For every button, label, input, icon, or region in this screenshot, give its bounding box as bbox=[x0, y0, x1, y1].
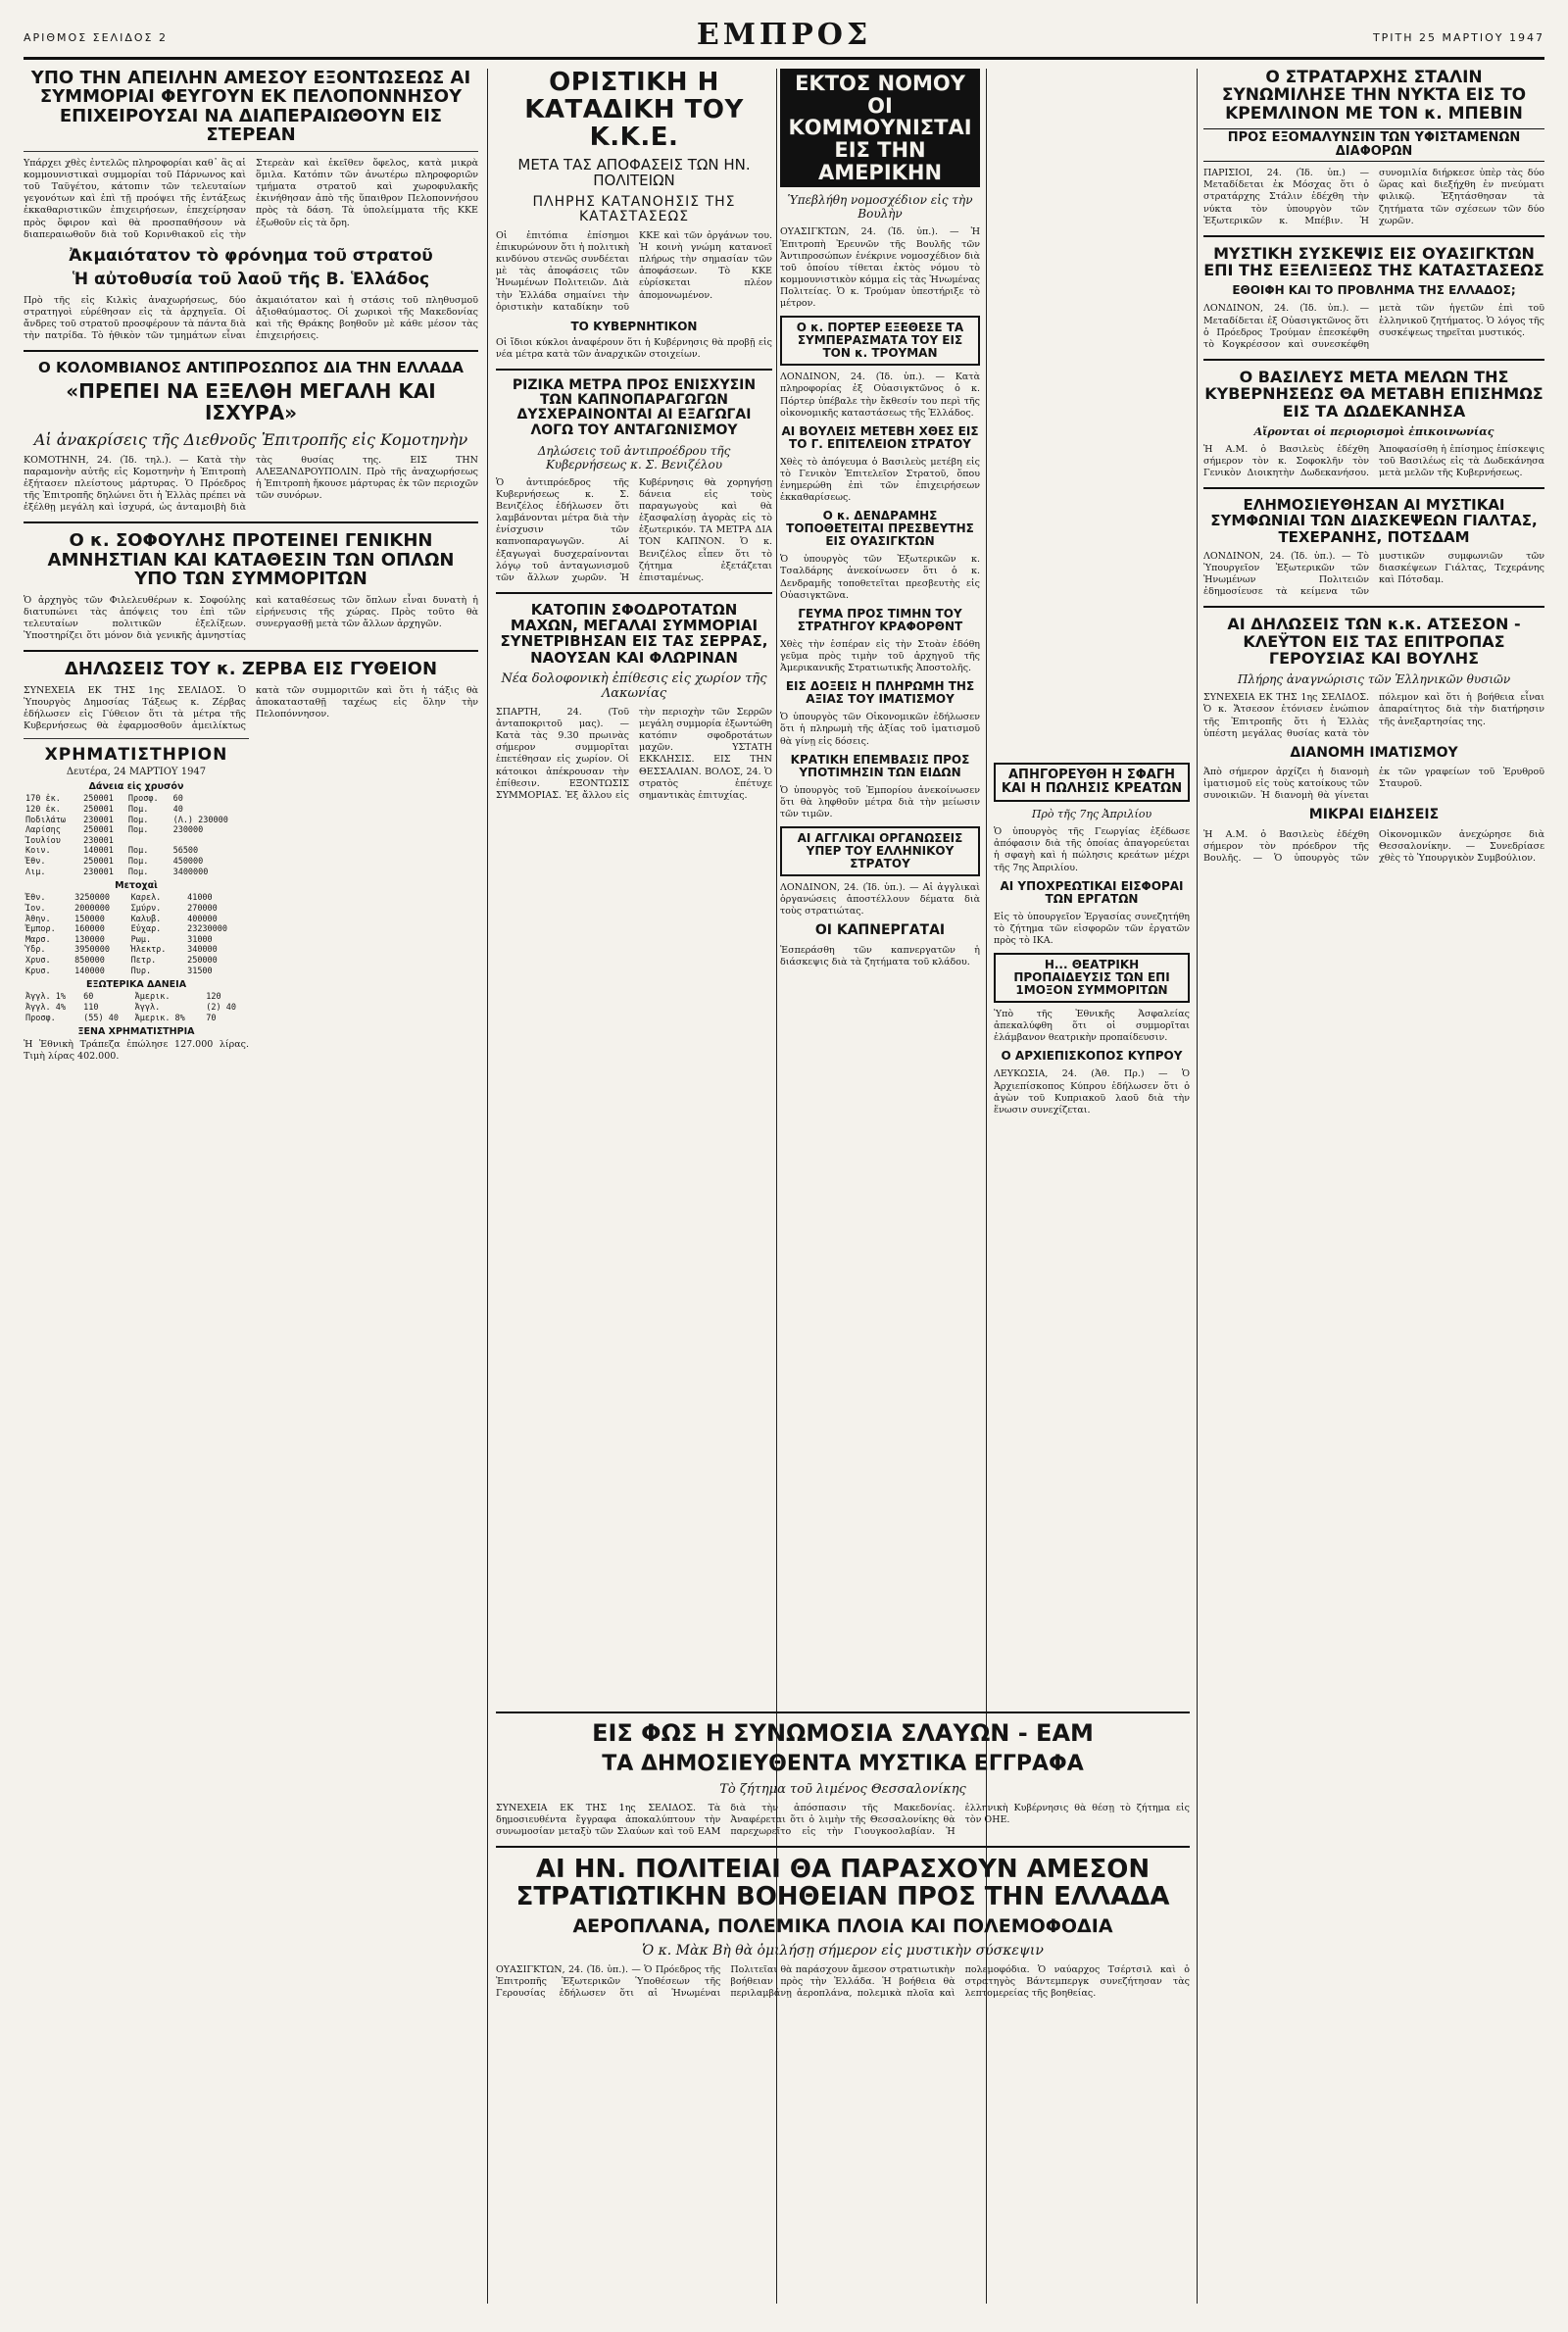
subheadline: ΠΛΗΡΗΣ ΚΑΤΑΝΟΗΣΙΣ ΤΗΣ ΚΑΤΑΣΤΑΣΕΩΣ bbox=[532, 193, 736, 224]
market-cell: Πομ. bbox=[127, 857, 149, 868]
headline: ΕΙΣ ΔΟΞΕΙΣ Η ΠΛΗΡΩΜΗ ΤΗΣ ΑΞΙΑΣ ΤΟΥ ΙΜΑΤΙΣΜΟΥ bbox=[785, 679, 975, 707]
market-cell: Ἐμπορ. bbox=[25, 924, 56, 935]
headline: ΑΙ ΑΓΓΛΙΚΑΙ ΟΡΓΑΝΩΣΕΙΣ ΥΠΕΡ ΤΟΥ ΕΛΛΗΝΙΚΟΥ ΣΤΡΑΤΟΥ bbox=[780, 826, 980, 876]
headline: Ο ΚΟΛΟΜΒΙΑΝΟΣ ΑΝΤΙΠΡΟΣΩΠΟΣ ΔΙΑ ΤΗΝ ΕΛΛΑΔΑ bbox=[38, 359, 464, 377]
headline: ΑΙ ΒΟΥΛΕΙΣ ΜΕΤΕΒΗ ΧΘΕΣ ΕΙΣ ΤΟ Γ. ΕΠΙΤΕΛΕΙΟΝ ΣΤΡΑΤΟΥ bbox=[781, 423, 979, 451]
market-section: Δάνεια εἰς χρυσόν bbox=[88, 781, 184, 793]
market-cell: 70 bbox=[206, 1013, 217, 1023]
subheadline: Δηλώσεις τοῦ ἀντιπροέδρου τῆς Κυβερνήσεως κ. Σ. Βενιζέλου bbox=[537, 443, 731, 471]
article-body: Πρὸ τῆς εἰς Κιλκὶς ἀναχωρήσεως, δύο στρατηγοὶ εὑρέθησαν εἰς τὰ ἀρχηγεῖα. Οἱ ἄνδρες τοῦ στρατοῦ προσφέρουν τὰ πάντα διὰ τὴν πατρίδα. Τὸ ἠθικὸν τῶν τμημάτων εἶναι ἀκμαιότατον καὶ ἡ στάσις τοῦ πληθυσμοῦ ἀξιοθαύμαστος. Οἱ χωρικοὶ τῆς Μακεδονίας καὶ τῆς Θράκης βοηθοῦν μὲ κάθε μέσον τὰς ἐπιχειρήσεις. bbox=[24, 294, 478, 342]
market-table bbox=[24, 992, 249, 1023]
market-row bbox=[24, 836, 249, 847]
column-rule bbox=[487, 69, 488, 2304]
newspaper-title: ΕΜΠΡΟΣ bbox=[696, 18, 872, 52]
masthead bbox=[24, 18, 1544, 60]
divider bbox=[496, 369, 772, 371]
market-cell: 41000 bbox=[187, 893, 213, 904]
article-body: Ἡ Α.Μ. ὁ Βασιλεὺς ἐδέχθη σήμερον τὸν κ. Σοφοκλῆν τὸν Γενικὸν Διοικητὴν Δωδεκανήσου. Ἀποφασίσθη ἡ ἐπίσημος ἐπίσκεψις τοῦ Βασιλέως εἰς τὰ Δωδεκάνησα μετὰ μελῶν τῆς Κυβερνήσεως. bbox=[1203, 443, 1544, 479]
market-cell: Εὐχαρ. bbox=[130, 924, 162, 935]
headline: ΑΙ ΔΗΛΩΣΕΙΣ ΤΩΝ κ.κ. ΑΤΣΕΣΟΝ - ΚΛΕΫΤΟΝ ΕΙΣ ΤΑΣ ΕΠΙΤΡΟΠΑΣ ΓΕΡΟΥΣΙΑΣ ΚΑΙ ΒΟΥΛΗΣ bbox=[1227, 615, 1521, 669]
market-cell: Χρυσ. bbox=[25, 956, 51, 967]
divider bbox=[24, 350, 478, 352]
market-cell: 60 bbox=[83, 992, 94, 1003]
article-body: ΣΥΝΕΧΕΙΑ ΕΚ ΤΗΣ 1ης ΣΕΛΙΔΟΣ. Ὁ Ὑπουργὸς Δημοσίας Τάξεως κ. Ζέρβας ἐδήλωσεν εἰς Γύθειον ὅτι τὰ μέτρα τῆς Κυβερνήσεως θὰ ἐφαρμοσθοῦν ἀμειλίκτως κατὰ τῶν συμμοριτῶν καὶ ὅτι ἡ τάξις θὰ ἀποκατασταθῇ ταχέως εἰς ὅλην τὴν Πελοπόννησον. bbox=[24, 684, 478, 732]
market-date: Δευτέρα, 24 ΜΑΡΤΙΟΥ 1947 bbox=[66, 767, 207, 778]
divider bbox=[1203, 235, 1544, 237]
market-cell: Σμύρν. bbox=[130, 903, 162, 914]
headline: ΕΛΗΜΟΣΙΕΥΘΗΣΑΝ ΑΙ ΜΥΣΤΙΚΑΙ ΣΥΜΦΩΝΙΑΙ ΤΩΝ ΔΙΑΣΚΕΨΕΩΝ ΓΙΑΛΤΑΣ, ΤΕΧΕΡΑΝΗΣ, ΠΟΤΣΔΑΜ bbox=[1210, 496, 1538, 546]
headline: Ο ΒΑΣΙΛΕΥΣ ΜΕΤΑ ΜΕΛΩΝ ΤΗΣ ΚΥΒΕΡΝΗΣΕΩΣ ΘΑ ΜΕΤΑΒΗ ΕΠΙΣΗΜΩΣ ΕΙΣ ΤΑ ΔΩΔΕΚΑΝΗΣΑ bbox=[1204, 368, 1544, 421]
column-5 bbox=[1203, 69, 1544, 2304]
market-cell: Μαρσ. bbox=[25, 934, 51, 945]
market-row bbox=[24, 924, 249, 935]
market-cell: 250001 bbox=[83, 825, 114, 836]
market-row bbox=[24, 935, 249, 946]
market-section: Μετοχαὶ bbox=[115, 880, 158, 892]
market-section: ΞΕΝΑ ΧΡΗΜΑΤΙΣΤΗΡΙΑ bbox=[77, 1026, 195, 1038]
divider bbox=[496, 592, 772, 594]
market-cell: 230001 bbox=[83, 867, 114, 877]
divider bbox=[1203, 606, 1544, 608]
article-body: ΟΥΑΣΙΓΚΤΩΝ, 24. (Ἰδ. ὑπ.). — Ἡ Ἐπιτροπὴ Ἐρευνῶν τῆς Βουλῆς τῶν Ἀντιπροσώπων ἐνέκρινε νομοσχέδιον διὰ τοῦ ὁποίου τίθεται ἐκτὸς νόμου τὸ κομμουνιστικὸν κόμμα εἰς τὰς Ἡνωμένας Πολιτείας. Ὁ κ. Τρούμαν ὑπεστήριξε τὸ μέτρον. bbox=[780, 226, 980, 310]
article-body: Ὁ ὑπουργὸς τῶν Οἰκονομικῶν ἐδήλωσεν ὅτι ἡ πληρωμὴ τῆς ἀξίας τοῦ ἱματισμοῦ θὰ γίνῃ εἰς δόσεις. bbox=[780, 712, 980, 747]
market-row bbox=[24, 846, 249, 857]
market-cell: 170 ἐκ. bbox=[25, 794, 61, 805]
column-4 bbox=[994, 763, 1190, 1694]
headline: ΔΗΛΩΣΕΙΣ ΤΟΥ κ. ΖΕΡΒΑ ΕΙΣ ΓΥΘΕΙΟΝ bbox=[64, 659, 438, 680]
column-2 bbox=[496, 69, 772, 1696]
divider bbox=[24, 151, 478, 152]
market-cell: Καρελ. bbox=[130, 893, 162, 904]
market-cell: 31000 bbox=[187, 934, 213, 945]
market-cell: 450000 bbox=[172, 857, 204, 868]
market-cell: 140001 bbox=[83, 846, 114, 857]
divider bbox=[24, 521, 478, 523]
article-body: Οἱ ἐπιτόπια ἐπίσημοι ἐπικυρώνουν ὅτι ἡ πολιτικὴ κινδύνου στενῶς συνδέεται μὲ τὰς ἀποφάσεις τῶν Ἡνωμένων Πολιτειῶν. Διὰ τὴν Ἑλλάδα σημαίνει τὴν ὁριστικὴν καταδίκην τοῦ ΚΚΕ καὶ τῶν ὀργάνων του. Ἡ κοινὴ γνώμη κατανοεῖ πλήρως τὴν σημασίαν τῶν ἀποφάσεων. Τὸ ΚΚΕ εὑρίσκεται πλέον ἀπομονωμένον. bbox=[496, 229, 772, 313]
headline: Ο κ. ΣΟΦΟΥΛΗΣ ΠΡΟΤΕΙΝΕΙ ΓΕΝΙΚΗΝ ΑΜΝΗΣΤΙΑΝ ΚΑΙ ΚΑΤΑΘΕΣΙΝ ΤΩΝ ΟΠΛΩΝ ΥΠΟ ΤΩΝ ΣΥΜΜΟΡΙΤΩΝ bbox=[47, 530, 455, 590]
market-cell: 230001 bbox=[83, 835, 114, 846]
market-row bbox=[24, 967, 249, 977]
market-cell: (Λ.) 230000 bbox=[172, 815, 228, 825]
headline: ΥΠΟ ΤΗΝ ΑΠΕΙΛΗΝ ΑΜΕΣΟΥ ΕΞΟΝΤΩΣΕΩΣ ΑΙ ΣΥΜΜΟΡΙΑΙ ΦΕΥΓΟΥΝ ΕΚ ΠΕΛΟΠΟΝΝΗΣΟΥ ΕΠΙΧΕΙΡΟΥΣΑΙ ΝΑ ΔΙΑΠΕΡΑΙΩΘΟΥΝ ΕΙΣ ΣΤΕΡΕΑΝ bbox=[30, 69, 471, 146]
market-cell: Ἰουλίου bbox=[25, 835, 61, 846]
subheadline: ΜΕΤΑ ΤΑΣ ΑΠΟΦΑΣΕΙΣ ΤΩΝ ΗΝ. ΠΟΛΙΤΕΙΩΝ bbox=[517, 156, 751, 190]
headline: Ο ΣΤΡΑΤΑΡΧΗΣ ΣΤΑΛΙΝ ΣΥΝΩΜΙΛΗΣΕ ΤΗΝ ΝΥΚΤΑ ΕΙΣ ΤΟ ΚΡΕΜΛΙΝΟΝ ΜΕ ΤΟΝ κ. ΜΠΕΒΙΝ bbox=[1221, 69, 1527, 124]
market-cell: Ὑδρ. bbox=[25, 945, 46, 956]
market-cell: 60 bbox=[172, 794, 183, 805]
market-cell: 120 bbox=[206, 992, 221, 1003]
market-row bbox=[24, 956, 249, 967]
page-number: ΑΡΙΘΜΟΣ ΣΕΛΙΔΟΣ 2 bbox=[24, 31, 168, 44]
market-cell: Πομ. bbox=[127, 867, 149, 877]
article-body: Ὑπὸ τῆς Ἐθνικῆς Ἀσφαλείας ἀπεκαλύφθη ὅτι οἱ συμμορῖται ἐλάμβανον θεατρικὴν προπαίδευσιν. bbox=[994, 1008, 1190, 1044]
headline: Ο κ. ΠΟΡΤΕΡ ΕΞΕΘΕΣΕ ΤΑ ΣΥΜΠΕΡΑΣΜΑΤΑ ΤΟΥ ΕΙΣ ΤΟΝ κ. ΤΡΟΥΜΑΝ bbox=[780, 316, 980, 366]
market-cell: 340000 bbox=[187, 945, 218, 956]
headline: ΓΕΥΜΑ ΠΡΟΣ ΤΙΜΗΝ ΤΟΥ ΣΤΡΑΤΗΓΟΥ ΚΡΑΦΟΡΘΝΤ bbox=[797, 606, 963, 633]
subheadline: Νέα δολοφονικὴ ἐπίθεσις εἰς χωρίον τῆς Λακωνίας bbox=[501, 670, 767, 701]
market-cell: Ἀγγλ. bbox=[134, 1002, 161, 1013]
market-row bbox=[24, 893, 249, 904]
headline: ΚΡΑΤΙΚΗ ΕΠΕΜΒΑΣΙΣ ΠΡΟΣ ΥΠΟΤΙΜΗΣΙΝ ΤΩΝ ΕΙΔΩΝ bbox=[790, 752, 970, 779]
market-row bbox=[24, 816, 249, 826]
market-cell: Πομ. bbox=[127, 846, 149, 857]
divider bbox=[24, 738, 249, 739]
subheadline: Ὁ κ. Μὰκ Βὴ θὰ ὁμιλήσῃ σήμερον εἰς μυστικὴν σύσκεψιν bbox=[642, 1942, 1044, 1959]
headline: ΟΙ ΚΑΠΝΕΡΓΑΤΑΙ bbox=[814, 922, 946, 939]
market-cell: Ἀγγλ. 1% bbox=[25, 992, 66, 1003]
market-cell: 250001 bbox=[83, 794, 114, 805]
market-cell: 150000 bbox=[74, 914, 105, 924]
market-cell: 140000 bbox=[74, 966, 105, 976]
article-body: Υπάρχει χθὲς ἐντελῶς πληροφορίαι καθ᾽ ἃς αἱ κομμουνιστικαὶ συμμορίαι τοῦ Πάρνωνος καὶ τοῦ Ταϋγέτου, κάτοπιν τῶν τελευταίων γεγονότων καὶ ἐπὶ τῇ προόψει τῆς ἐντάξεως ἐκκαθαριστικῶν ἐπιχειρήσεων, ἐπεχείρησαν πρὸς ὅφιρον καὶ θὰ προσπαθήσουν νὰ διαπεραιωθοῦν διὰ τοῦ Κορινθιακοῦ εἰς τὴν Στερεὰν καὶ ἐκεῖθεν ὅφελος, κατὰ μικρὰ ὅμιλα. Κατόπιν τῶν ἀνωτέρω πληροφοριῶν τμήματα στρατοῦ καὶ χωροφυλακῆς ἐκινήθησαν ἀπὸ τῆς ὕπαιθρον Πελοποννήσου πρὸς τὰ δάση. Τὰ ὑπολείμματα τῆς ΚΚΕ ἐξωθοῦν εἰς τὰ ὄρη. bbox=[24, 157, 478, 240]
market-cell: (55) 40 bbox=[83, 1013, 119, 1023]
section-heading: ΤΟ ΚΥΒΕΡΝΗΤΙΚΟΝ bbox=[570, 319, 698, 333]
market-table bbox=[24, 794, 249, 877]
article-body: Εἰς τὸ ὑπουργεῖον Ἐργασίας συνεζητήθη τὸ ζήτημα τῶν εἰσφορῶν τῶν ἐργατῶν πρὸς τὸ ΙΚΑ. bbox=[994, 911, 1190, 946]
market-cell: Πομ. bbox=[127, 825, 149, 836]
headline: ΕΚΤΟΣ ΝΟΜΟΥ ΟΙ ΚΟΜΜΟΥΝΙΣΤΑΙ ΕΙΣ ΤΗΝ ΑΜΕΡΙΚΗΝ bbox=[780, 69, 980, 187]
market-cell: Ἐθν. bbox=[25, 893, 46, 904]
article-body: Ὁ ὑπουργὸς τοῦ Ἐμπορίου ἀνεκοίνωσεν ὅτι θὰ ληφθοῦν μέτρα διὰ τὴν μείωσιν τῶν τιμῶν. bbox=[780, 784, 980, 819]
headline: ΤΑ ΔΗΜΟΣΙΕΥΘΕΝΤΑ ΜΥΣΤΙΚΑ ΕΓΓΡΑΦΑ bbox=[602, 1751, 1084, 1776]
article-body: Ὁ ὑπουργὸς τῶν Ἐξωτερικῶν κ. Τσαλδάρης ἀνεκοίνωσεν ὅτι ὁ κ. Δενδραμῆς τοποθετεῖται πρεσβευτὴς εἰς Οὐασιγκτῶνα. bbox=[780, 554, 980, 601]
market-cell: (2) 40 bbox=[206, 1002, 236, 1013]
article-body: Ἀπὸ σήμερον ἀρχίζει ἡ διανομὴ ἱματισμοῦ εἰς τοὺς κατοίκους τῶν συνοικιῶν. Ἡ διανομὴ θὰ γίνεται ἐκ τῶν γραφείων τοῦ Ἐρυθροῦ Σταυροῦ. bbox=[1203, 767, 1544, 802]
article-body: ΣΥΝΕΧΕΙΑ ΕΚ ΤΗΣ 1ης ΣΕΛΙΔΟΣ. Τὰ δημοσιευθέντα ἔγγραφα ἀποκαλύπτουν τὴν συνωμοσίαν μεταξὺ τῶν Σλαύων καὶ τοῦ ΕΑΜ διὰ τὴν ἀπόσπασιν τῆς Μακεδονίας. Ἀναφέρεται ὅτι ὁ λιμὴν τῆς Θεσσαλονίκης θὰ παρεχωρεῖτο εἰς τὴν Γιουγκοσλαβίαν. Ἡ ἑλληνικὴ Κυβέρνησις θὰ θέσῃ τὸ ζήτημα εἰς τὸν ΟΗΕ. bbox=[496, 1802, 1190, 1837]
market-cell: 40 bbox=[172, 804, 183, 815]
market-cell: 250001 bbox=[83, 857, 114, 868]
article-body: Ἐσπεράσθη τῶν καπνεργατῶν ἡ διάσκεψις διὰ τὰ ζητήματα τοῦ κλάδου. bbox=[780, 944, 980, 968]
article-body: ΛΟΝΔΙΝΟΝ, 24. (Ἰδ. ὑπ.). — Μεταδίδεται ἐξ Οὐασιγκτῶνος ὅτι ὁ Πρόεδρος Τρούμαν ἐπεσκέφθη τὸ Κογκρέσσον καὶ συνεσκέφθη μετὰ τῶν ἡγετῶν ἐπὶ τοῦ ἑλληνικοῦ ζητήματος. Ὁ λόγος τῆς συσκέψεως τηρεῖται μυστικός. bbox=[1203, 303, 1544, 350]
market-cell: Ποδιλάτω bbox=[25, 815, 66, 825]
market-cell: Προσφ. bbox=[25, 1013, 56, 1023]
article-body: ΣΥΝΕΧΕΙΑ ΕΚ ΤΗΣ 1ης ΣΕΛΙΔΟΣ. Ὁ κ. Ἄτσεσον ἐτόνισεν ἐνώπιον τῆς Ἐπιτροπῆς ὅτι ἡ Ἑλλὰς ὑπέστη μεγάλας θυσίας κατὰ τὸν πόλεμον καὶ ὅτι ἡ βοήθεια εἶναι ἀπαραίτητος διὰ τὴν διατήρησιν τῆς ἀνεξαρτησίας της. bbox=[1203, 692, 1544, 739]
subheadline: Αἴρονται οἱ περιορισμοὶ ἐπικοινωνίας bbox=[1253, 424, 1494, 438]
subheadline: Ὑπεβλήθη νομοσχέδιον εἰς τὴν Βουλὴν bbox=[787, 193, 973, 222]
market-cell: Ἀμερικ. 8% bbox=[134, 1013, 185, 1023]
market-cell: 56500 bbox=[172, 846, 199, 857]
market-cell: Πομ. bbox=[127, 815, 149, 825]
divider bbox=[24, 650, 478, 652]
article-body: Χθὲς τὴν ἑσπέραν εἰς τὴν Στοὰν ἐδόθη γεῦμα πρὸς τιμὴν τοῦ ἀρχηγοῦ τῆς Ἀμερικανικῆς Στρατιωτικῆς Ἀποστολῆς. bbox=[780, 638, 980, 674]
market-cell: Πομ. bbox=[127, 804, 149, 815]
market-cell: Ἠλεκτρ. bbox=[130, 945, 167, 956]
article-body: ΛΟΝΔΙΝΟΝ, 24. (Ἰδ. ὑπ.). — Αἱ ἀγγλικαὶ ὀργανώσεις ἀποστέλλουν δέματα διὰ τοὺς στρατιώτας. bbox=[780, 881, 980, 918]
market-row bbox=[24, 904, 249, 915]
subheadline: ΠΡΟΣ ΕΞΟΜΑΛΥΝΣΙΝ ΤΩΝ ΥΦΙΣΤΑΜΕΝΩΝ ΔΙΑΦΟΡΩΝ bbox=[1203, 128, 1544, 162]
market-cell: 400000 bbox=[187, 914, 218, 924]
market-cell: 250000 bbox=[187, 956, 218, 967]
market-cell: Κοιν. bbox=[25, 846, 51, 857]
market-cell: 250001 bbox=[83, 804, 114, 815]
headline: ΑΙ ΥΠΟΧΡΕΩΤΙΚΑΙ ΕΙΣΦΟΡΑΙ ΤΩΝ ΕΡΓΑΤΩΝ bbox=[1000, 878, 1184, 906]
article-body: Ὁ ὑπουργὸς τῆς Γεωργίας ἐξέδωσε ἀπόφασιν διὰ τῆς ὁποίας ἀπαγορεύεται ἡ σφαγὴ καὶ ἡ πώλησις κρεάτων μέχρι τῆς 7ης Ἀπριλίου. bbox=[994, 826, 1190, 873]
market-row bbox=[24, 1014, 249, 1024]
market-cell: 2000000 bbox=[74, 903, 110, 914]
market-row bbox=[24, 825, 249, 836]
market-section: ΕΞΩΤΕΡΙΚΑ ΔΑΝΕΙΑ bbox=[85, 979, 187, 991]
market-cell bbox=[126, 836, 172, 847]
market-cell: 230001 bbox=[83, 815, 114, 825]
market-cell: Ἀμερικ. bbox=[134, 992, 171, 1003]
market-title: ΧΡΗΜΑΤΙΣΤΗΡΙΟΝ bbox=[44, 745, 228, 766]
divider bbox=[496, 1846, 1190, 1848]
market-cell: Πετρ. bbox=[130, 956, 157, 967]
headline: «ΠΡΕΠΕΙ ΝΑ ΕΞΕΛΘΗ ΜΕΓΑΛΗ ΚΑΙ ΙΣΧΥΡΑ» bbox=[66, 379, 436, 424]
article-body: ΛΕΥΚΩΣΙΑ, 24. (Ἀθ. Πρ.) — Ὁ Ἀρχιεπίσκοπος Κύπρου ἐδήλωσεν ὅτι ὁ ἀγὼν τοῦ Κυπριακοῦ λαοῦ διὰ τὴν ἕνωσιν συνεχίζεται. bbox=[994, 1068, 1190, 1116]
market-row bbox=[24, 992, 249, 1003]
headline: Ἀκμαιότατον τὸ φρόνημα τοῦ στρατοῦ bbox=[69, 245, 433, 266]
market-row bbox=[24, 1003, 249, 1014]
market-cell: Ρωμ. bbox=[130, 934, 152, 945]
headline: ΑΕΡΟΠΛΑΝΑ, ΠΟΛΕΜΙΚΑ ΠΛΟΙΑ ΚΑΙ ΠΟΛΕΜΟΦΟΔΙΑ bbox=[572, 1915, 1113, 1938]
market-cell: Λιμ. bbox=[25, 867, 46, 877]
market-cell: 31500 bbox=[187, 966, 213, 976]
market-cell: Καλυβ. bbox=[130, 914, 162, 924]
article-body: ΛΟΝΔΙΝΟΝ, 24. (Ἰδ. ὑπ.). — Τὸ Ὑπουργεῖον Ἐξωτερικῶν τῶν Ἡνωμένων Πολιτειῶν ἐδημοσίευσε τὰ κείμενα τῶν μυστικῶν συμφωνιῶν τῶν διασκέψεων Γιάλτας, Τεχεράνης καὶ Πότσδαμ. bbox=[1203, 550, 1544, 598]
article-body: Χθὲς τὸ ἀπόγευμα ὁ Βασιλεὺς μετέβη εἰς τὸ Γενικὸν Ἐπιτελεῖον Στρατοῦ, ὅπου ἐνημερώθη ἐπὶ τῶν ἐπιχειρήσεων ἐκκαθαρίσεως. bbox=[780, 456, 980, 504]
column-1 bbox=[24, 69, 478, 2304]
market-cell: 230000 bbox=[172, 825, 204, 836]
headline: ΜΙΚΡΑΙ ΕΙΔΗΣΕΙΣ bbox=[1308, 807, 1440, 823]
headline: Ο κ. ΔΕΝΔΡΑΜΗΣ ΤΟΠΟΘΕΤΕΙΤΑΙ ΠΡΕΣΒΕΥΤΗΣ ΕΙΣ ΟΥΑΣΙΓΚΤΩΝ bbox=[786, 509, 974, 549]
headline: Ἡ αὐτοθυσία τοῦ λαοῦ τῆς Β. Ἑλλάδος bbox=[72, 270, 430, 290]
market-cell: Προσφ. bbox=[127, 794, 159, 805]
article-body: Ὁ ἀντιπρόεδρος τῆς Κυβερνήσεως κ. Σ. Βενιζέλος ἐδήλωσεν ὅτι λαμβάνονται μέτρα διὰ τὴν ἐνίσχυσιν τῶν καπνοπαραγωγῶν. Αἱ ἐξαγωγαὶ δυσχεραίνονται λόγῳ τοῦ ἀνταγωνισμοῦ τῶν ἄλλων χωρῶν. Ἡ Κυβέρνησις θὰ χορηγήσῃ δάνεια εἰς τοὺς παραγωγοὺς καὶ θὰ ἐξασφαλίσῃ ἀγορὰς εἰς τὸ ἐξωτερικόν. ΤΑ ΜΕΤΡΑ ΔΙΑ ΤΟΝ ΚΑΠΝΟΝ. Ὁ κ. Βενιζέλος εἶπεν ὅτι τὸ ζήτημα ἐξετάζεται ἐπισταμένως. bbox=[496, 476, 772, 583]
headline: ΜΥΣΤΙΚΗ ΣΥΣΚΕΨΙΣ ΕΙΣ ΟΥΑΣΙΓΚΤΩΝ ΕΠΙ ΤΗΣ ΕΞΕΛΙΞΕΩΣ ΤΗΣ ΚΑΤΑΣΤΑΣΕΩΣ bbox=[1203, 243, 1544, 280]
market-cell: Ἀγγλ. 4% bbox=[25, 1002, 66, 1013]
market-cell: Ἀθην. bbox=[25, 914, 51, 924]
market-row bbox=[24, 945, 249, 956]
stock-market-box bbox=[24, 738, 249, 1063]
subheadline: Αἱ ἀνακρίσεις τῆς Διεθνοῦς Ἐπιτροπῆς εἰς Κομοτηνὴν bbox=[33, 429, 468, 449]
issue-date: ΤΡΙΤΗ 25 ΜΑΡΤΙΟΥ 1947 bbox=[1372, 31, 1544, 44]
article-body: ΛΟΝΔΙΝΟΝ, 24. (Ἰδ. ὑπ.). — Κατὰ πληροφορίας ἐξ Οὐασιγκτῶνος ὁ κ. Πόρτερ ὑπέβαλε τὴν ἔκθεσίν του περὶ τῆς οἰκονομικῆς καταστάσεως τῆς Ἑλλάδος. bbox=[780, 372, 980, 419]
market-cell: 110 bbox=[83, 1002, 99, 1013]
article-body: ΠΑΡΙΣΙΟΙ, 24. (Ἰδ. ὑπ.) — Μεταδίδεται ἐκ Μόσχας ὅτι ὁ στρατάρχης Στάλιν ἐδέχθη τὴν νύκτα τὸν ὑπουργὸν τῶν Ἐξωτερικῶν κ. Μπέβιν. Ἡ συνομιλία διήρκεσε ὑπὲρ τὰς δύο ὥρας καὶ διεξήχθη ἐν πνεύματι φιλικῷ. Ἐξητάσθησαν τὰ ζητήματα τῶν σχέσεων τῶν δύο χωρῶν. bbox=[1203, 168, 1544, 226]
market-cell: 3250000 bbox=[74, 893, 110, 904]
divider bbox=[1203, 487, 1544, 489]
market-cell: Ἰον. bbox=[25, 903, 46, 914]
market-cell: 270000 bbox=[187, 903, 218, 914]
market-cell: 130000 bbox=[74, 934, 105, 945]
market-cell: 3950000 bbox=[74, 945, 110, 956]
column-3 bbox=[780, 69, 980, 1696]
article-body: Οἱ ἴδιοι κύκλοι ἀναφέρουν ὅτι ἡ Κυβέρνησις θὰ προβῇ εἰς νέα μέτρα κατὰ τῶν ἀναρχικῶν στοιχείων. bbox=[496, 336, 772, 361]
market-cell: 160000 bbox=[74, 924, 105, 935]
article-body: Ὁ ἀρχηγὸς τῶν Φιλελευθέρων κ. Σοφούλης διατυπώνει τὰς ἀπόψεις του ἐπὶ τῶν τελευταίων πολιτικῶν ἐξελίξεων. Ὑποστηρίζει ὅτι μόνον διὰ γενικῆς ἀμνηστίας καὶ καταθέσεως τῶν ὅπλων εἶναι δυνατὴ ἡ εἰρήνευσις τῆς χώρας. Πρὸς τοῦτο θὰ συνεργασθῇ μετὰ τῶν ἄλλων ἀρχηγῶν. bbox=[24, 594, 478, 642]
market-cell: 850000 bbox=[74, 956, 105, 967]
market-footnote: Ἡ Ἐθνικὴ Τράπεζα ἐπώλησε 127.000 λίρας. Τιμὴ λίρας 402.000. bbox=[24, 1039, 249, 1063]
divider bbox=[496, 1712, 1190, 1713]
headline: ΚΑΤΟΠΙΝ ΣΦΟΔΡΟΤΑΤΩΝ ΜΑΧΩΝ, ΜΕΓΑΛΑΙ ΣΥΜΜΟΡΙΑΙ ΣΥΝΕΤΡΙΒΗΣΑΝ ΕΙΣ ΤΑΣ ΣΕΡΡΑΣ, ΝΑΟΥΣΑΝ ΚΑΙ ΦΛΩΡΙΝΑΝ bbox=[500, 601, 768, 667]
article-body: Ἡ Α.Μ. ὁ Βασιλεὺς ἐδέχθη σήμερον τὸν πρόεδρον τῆς Βουλῆς. — Ὁ ὑπουργὸς τῶν Οἰκονομικῶν ἀνεχώρησε διὰ Θεσσαλονίκην. — Συνεδρίασε χθὲς τὸ Ὑπουργικὸν Συμβούλιον. bbox=[1203, 828, 1544, 864]
headline: ΑΙ ΗΝ. ΠΟΛΙΤΕΙΑΙ ΘΑ ΠΑΡΑΣΧΟΥΝ ΑΜΕΣΟΝ ΣΤΡΑΤΙΩΤΙΚΗΝ ΒΟΗΘΕΙΑΝ ΠΡΟΣ ΤΗΝ ΕΛΛΑΔΑ bbox=[515, 1855, 1170, 1912]
market-row bbox=[24, 868, 249, 878]
market-row bbox=[24, 805, 249, 816]
headline: ΔΙΑΝΟΜΗ ΙΜΑΤΙΣΜΟΥ bbox=[1290, 744, 1458, 761]
article-body: ΟΥΑΣΙΓΚΤΩΝ, 24. (Ἰδ. ὑπ.). — Ὁ Πρόεδρος τῆς Ἐπιτροπῆς Ἐξωτερικῶν Ὑποθέσεων τῆς Γερουσίας ἐδήλωσεν ὅτι αἱ Ἡνωμέναι Πολιτεῖαι θὰ παράσχουν ἄμεσον στρατιωτικὴν βοήθειαν πρὸς τὴν Ἑλλάδα. Ἡ βοήθεια θὰ περιλαμβάνῃ ἀεροπλάνα, πολεμικὰ πλοῖα καὶ πολεμοφόδια. Ὁ ναύαρχος Τσέρτσιλ καὶ ὁ στρατηγὸς Βάντεμπεργκ συνεζήτησαν τὰς λεπτομερείας τῆς βοηθείας. bbox=[496, 1963, 1190, 2000]
market-row bbox=[24, 857, 249, 868]
market-cell: Λαρίσης bbox=[25, 825, 61, 836]
column-rule bbox=[1197, 69, 1198, 2304]
lower-banner bbox=[496, 1704, 1190, 2006]
market-cell: 120 ἐκ. bbox=[25, 804, 61, 815]
article-body: ΚΟΜΟΤΗΝΗ, 24. (Ἰδ. τηλ.). — Κατὰ τὴν παραμονὴν αὐτῆς εἰς Κομοτηνὴν ἡ Ἐπιτροπὴ ἐξήτασεν πλείστους μάρτυρας. Ὁ Πρόεδρος τῆς Ἐπιτροπῆς δηλώνει ὅτι ἡ Ἑλλὰς πρέπει νὰ ἐξέλθῃ μεγάλη καὶ ἰσχυρά, ὡς ἀνταμοιβὴ διὰ τὰς θυσίας της. ΕΙΣ ΤΗΝ ΑΛΕΞΑΝΔΡΟΥΠΟΛΙΝ. Πρὸ τῆς ἀναχωρήσεως ἡ Ἐπιτροπὴ ἤκουσε μάρτυρας ἐκ τῶν περιοχῶν τῶν συνόρων. bbox=[24, 454, 478, 514]
market-table bbox=[24, 893, 249, 976]
market-cell bbox=[172, 836, 249, 847]
market-cell: 23230000 bbox=[187, 924, 228, 935]
subheadline: ΕΘΟΙΦΗ ΚΑΙ ΤΟ ΠΡΟΒΛΗΜΑ ΤΗΣ ΕΛΛΑΔΟΣ; bbox=[1232, 283, 1516, 298]
newspaper-page bbox=[24, 18, 1544, 2311]
headline: Ο ΑΡΧΙΕΠΙΣΚΟΠΟΣ ΚΥΠΡΟΥ bbox=[1001, 1049, 1183, 1064]
headline: ΡΙΖΙΚΑ ΜΕΤΡΑ ΠΡΟΣ ΕΝΙΣΧΥΣΙΝ ΤΩΝ ΚΑΠΝΟΠΑΡΑΓΩΓΩΝ ΔΥΣΧΕΡΑΙΝΟΝΤΑΙ ΑΙ ΕΞΑΓΩΓΑΙ ΛΟΓΩ ΤΟΥ ΑΝΤΑΓΩΝΙΣΜΟΥ bbox=[512, 377, 757, 438]
market-cell: Ἐθν. bbox=[25, 857, 46, 868]
headline: Η... ΘΕΑΤΡΙΚΗ ΠΡΟΠΑΙΔΕΥΣΙΣ ΤΩΝ ΕΠΙ 1ΜΟΞΟΝ ΣΥΜΜΟΡΙΤΩΝ bbox=[994, 953, 1190, 1003]
divider bbox=[1203, 359, 1544, 361]
headline: ΕΙΣ ΦΩΣ Η ΣΥΝΩΜΟΣΙΑ ΣΛΑΥΩΝ - ΕΑΜ bbox=[592, 1719, 1094, 1747]
subheadline: Πρὸ τῆς 7ης Ἀπριλίου bbox=[1031, 808, 1152, 821]
market-cell: 3400000 bbox=[172, 867, 209, 877]
headline: ΟΡΙΣΤΙΚΗ Η ΚΑΤΑΔΙΚΗ ΤΟΥ Κ.Κ.Ε. bbox=[524, 69, 744, 153]
market-row bbox=[24, 794, 249, 805]
article-body: ΣΠΑΡΤΗ, 24. (Τοῦ ἀνταποκριτοῦ μας). — Κατὰ τὰς 9.30 πρωινὰς σήμερον συμμορῖται ἐπετέθησαν εἰς χωρίον. Οἱ κάτοικοι ἀπέκρουσαν τὴν ἐπίθεσιν. ΕΞΟΝΤΩΣΙΣ ΣΥΜΜΟΡΙΑΣ. Ἐξ ἄλλου εἰς τὴν περιοχὴν τῶν Σερρῶν μεγάλη συμμορία ἐξωντώθη κατόπιν σφοδροτάτων μαχῶν. ΥΣΤΑΤΗ ΕΚΚΛΗΣΙΣ. ΕΙΣ ΤΗΝ ΘΕΣΣΑΛΙΑΝ. ΒΟΛΟΣ, 24. Ὁ στρατὸς ἐπέτυχε σημαντικὰς ἐπιτυχίας. bbox=[496, 706, 772, 801]
market-cell: Πυρ. bbox=[130, 966, 152, 976]
subheadline: Πλήρης ἀναγνώρισις τῶν Ἑλληνικῶν θυσιῶν bbox=[1237, 672, 1511, 687]
subheadline: Τὸ ζήτημα τοῦ λιμένος Θεσσαλονίκης bbox=[719, 1781, 966, 1797]
market-row bbox=[24, 915, 249, 925]
headline: ΑΠΗΓΟΡΕΥΘΗ Η ΣΦΑΓΗ ΚΑΙ Η ΠΩΛΗΣΙΣ ΚΡΕΑΤΩΝ bbox=[994, 763, 1190, 802]
market-cell: Κρυσ. bbox=[25, 966, 51, 976]
